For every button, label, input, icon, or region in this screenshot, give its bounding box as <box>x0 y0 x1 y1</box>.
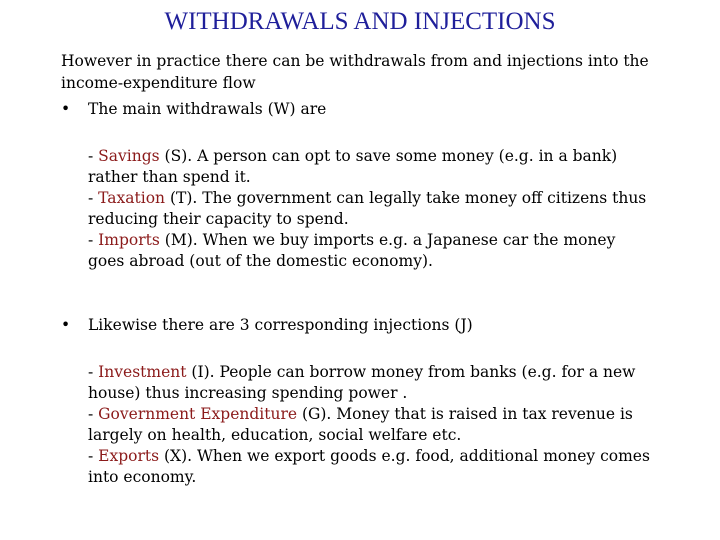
list-item-line-2: house) thus increasing spending power . <box>88 384 408 402</box>
withdrawals-list <box>88 146 668 272</box>
page-title: WITHDRAWALS AND INJECTIONS <box>164 8 556 35</box>
item-description: (G). Money that is raised in tax revenue is <box>297 405 633 423</box>
item-dash: - <box>88 447 99 465</box>
injections-list <box>88 362 668 488</box>
intro-paragraph <box>61 50 701 94</box>
term-taxation: Taxation <box>98 189 166 207</box>
term-savings: Savings <box>98 147 160 165</box>
bullet-dot: • <box>61 100 71 118</box>
intro-line-1: However in practice there can be withdrawals from and injections into the <box>61 52 649 70</box>
term-government-expenditure: Government Expenditure <box>98 405 298 423</box>
list-item-line-2: largely on health, education, social welfare etc. <box>88 426 462 444</box>
bullet-text-withdrawals: The main withdrawals (W) are <box>88 100 327 118</box>
list-item-exports <box>88 446 668 488</box>
list-item-line-1 <box>88 404 668 425</box>
list-item-line-2: reducing their capacity to spend. <box>88 210 349 228</box>
bullet-text-injections: Likewise there are 3 corresponding injections (J) <box>88 316 473 334</box>
item-description: (T). The government can legally take money off citizens thus <box>165 189 647 207</box>
item-dash: - <box>88 405 99 423</box>
intro-line-2: income-expenditure flow <box>61 74 256 92</box>
term-exports: Exports <box>98 447 160 465</box>
item-dash: - <box>88 189 99 207</box>
term-investment: Investment <box>98 363 187 381</box>
list-item-line-2: goes abroad (out of the domestic economy). <box>88 252 433 270</box>
item-dash: - <box>88 231 99 249</box>
list-item-line-1 <box>88 446 668 467</box>
item-dash: - <box>88 147 99 165</box>
item-description: (X). When we export goods e.g. food, additional money comes <box>159 447 650 465</box>
item-description: (I). People can borrow money from banks (e.g. for a new <box>186 363 636 381</box>
list-item-line-2: rather than spend it. <box>88 168 251 186</box>
list-item-line-1 <box>88 146 668 167</box>
item-description: (S). A person can opt to save some money (e.g. in a bank) <box>159 147 618 165</box>
item-description: (M). When we buy imports e.g. a Japanese car the money <box>159 231 616 249</box>
term-imports: Imports <box>98 231 160 249</box>
list-item-line-1 <box>88 230 668 251</box>
list-item-line-1 <box>88 188 668 209</box>
item-dash: - <box>88 363 99 381</box>
list-item-government-expenditure <box>88 404 668 446</box>
list-item-imports <box>88 230 668 272</box>
list-item-investment <box>88 362 668 404</box>
list-item-line-2: into economy. <box>88 468 197 486</box>
list-item-savings <box>88 146 668 188</box>
list-item-line-1 <box>88 362 668 383</box>
list-item-taxation <box>88 188 668 230</box>
bullet-dot: • <box>61 316 71 334</box>
